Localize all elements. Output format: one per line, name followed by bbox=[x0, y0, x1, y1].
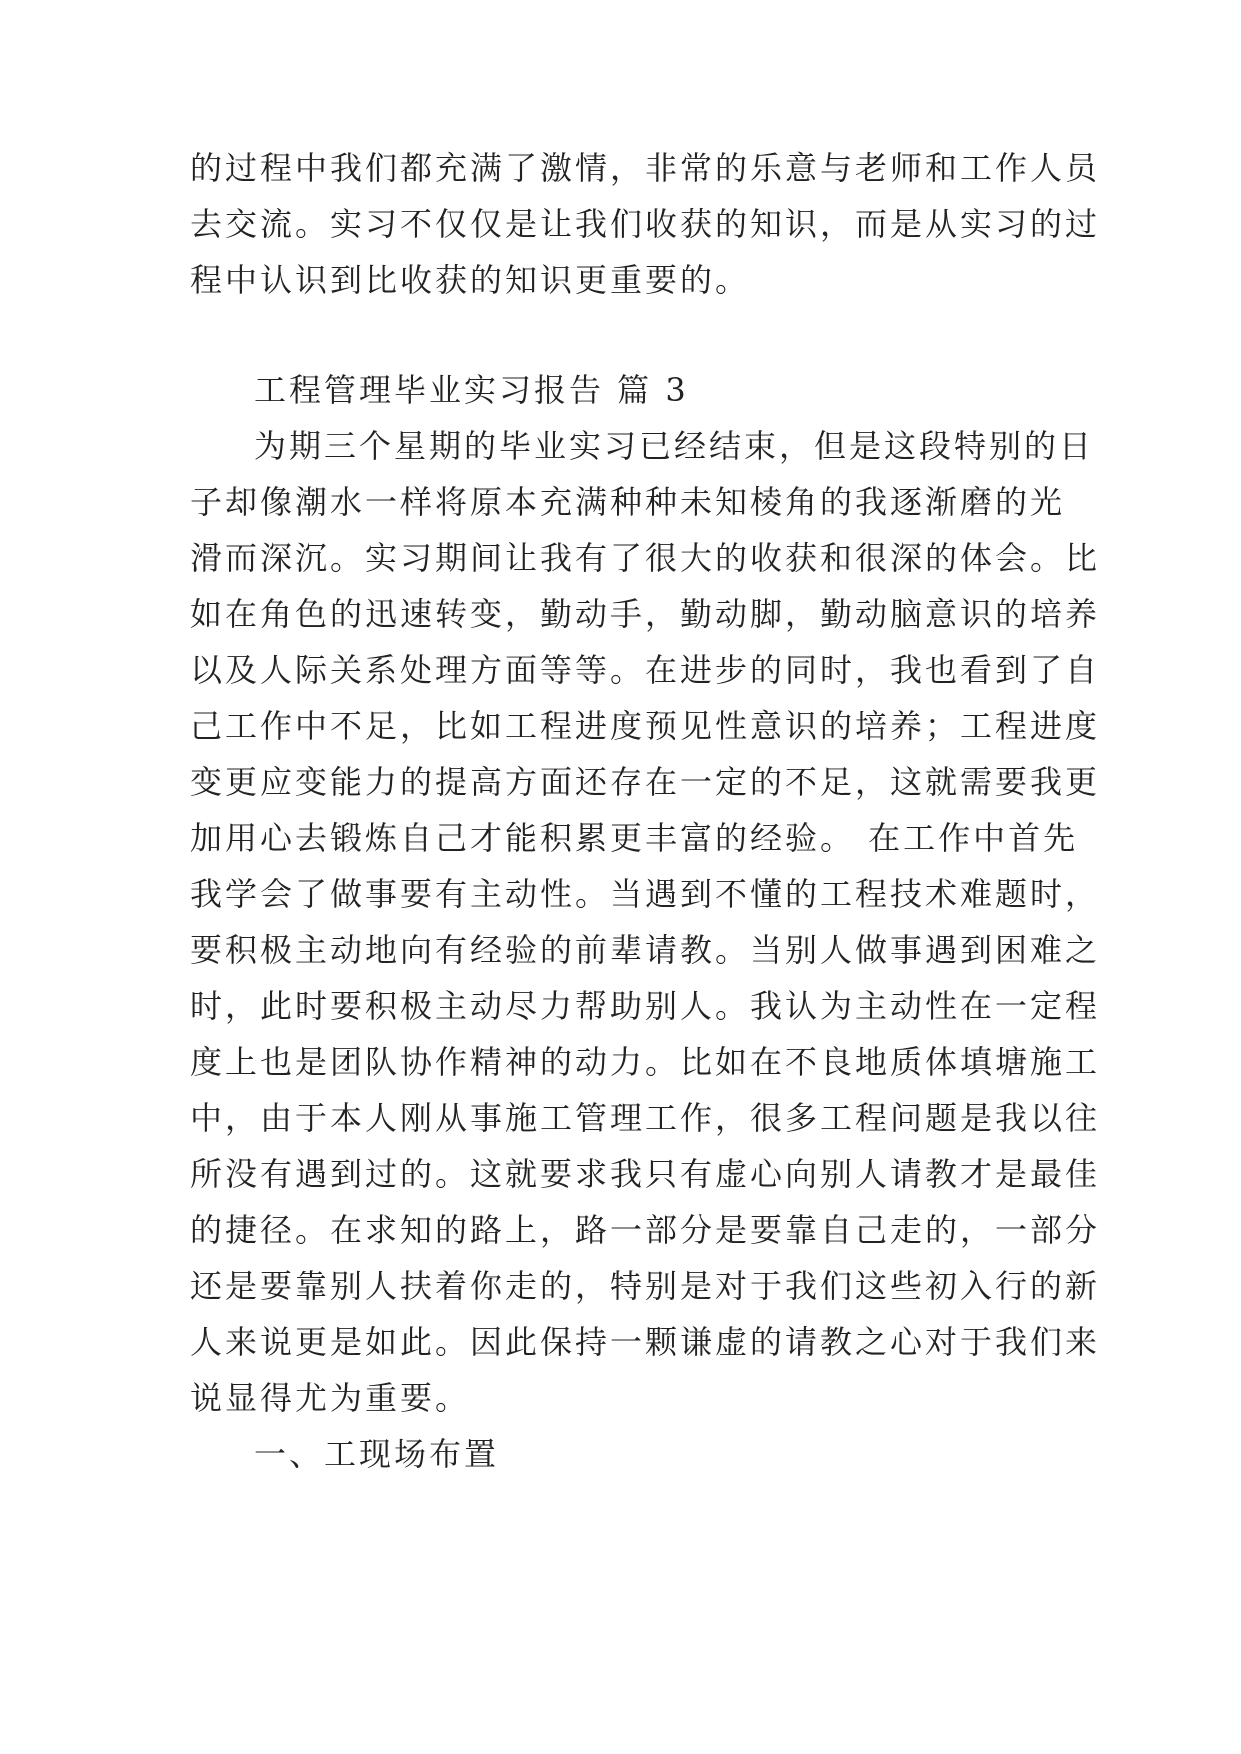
paragraph-line: 还是要靠别人扶着你走的，特别是对于我们这些初入行的新 bbox=[190, 1267, 1101, 1305]
paragraph-line: 的捷径。在求知的路上，路一部分是要靠自己走的，一部分 bbox=[190, 1211, 1101, 1249]
paragraph-line: 中，由于本人刚从事施工管理工作，很多工程问题是我以往 bbox=[190, 1099, 1101, 1137]
paragraph-line: 人来说更是如此。因此保持一颗谦虚的请教之心对于我们来 bbox=[190, 1323, 1101, 1361]
paragraph-line: 变更应变能力的提高方面还存在一定的不足，这就需要我更 bbox=[190, 763, 1101, 801]
paragraph-line: 己工作中不足，比如工程进度预见性意识的培养；工程进度 bbox=[190, 707, 1101, 745]
paragraph-line: 程中认识到比收获的知识更重要的。 bbox=[190, 261, 751, 299]
section-heading: 工程管理毕业实习报告 篇 3 bbox=[254, 371, 689, 409]
paragraph-line: 以及人际关系处理方面等等。在进步的同时，我也看到了自 bbox=[190, 651, 1101, 689]
paragraph-line: 说显得尤为重要。 bbox=[190, 1379, 471, 1417]
paragraph-line: 子却像潮水一样将原本充满种种未知棱角的我逐渐磨的光 bbox=[190, 483, 1066, 521]
paragraph-line: 去交流。实习不仅仅是让我们收获的知识，而是从实习的过 bbox=[190, 205, 1101, 243]
paragraph-line: 为期三个星期的毕业实习已经结束，但是这段特别的日 bbox=[254, 427, 1095, 465]
paragraph-line: 的过程中我们都充满了激情，非常的乐意与老师和工作人员 bbox=[190, 149, 1101, 187]
paragraph-line: 时，此时要积极主动尽力帮助别人。我认为主动性在一定程 bbox=[190, 987, 1101, 1025]
paragraph-line: 所没有遇到过的。这就要求我只有虚心向别人请教才是最佳 bbox=[190, 1155, 1101, 1193]
paragraph-line: 如在角色的迅速转变，勤动手，勤动脚，勤动脑意识的培养 bbox=[190, 595, 1101, 633]
paragraph-line: 要积极主动地向有经验的前辈请教。当别人做事遇到困难之 bbox=[190, 931, 1101, 969]
paragraph-line: 我学会了做事要有主动性。当遇到不懂的工程技术难题时， bbox=[190, 875, 1101, 913]
paragraph-line: 滑而深沉。实习期间让我有了很大的收获和很深的体会。比 bbox=[190, 539, 1101, 577]
paragraph-line: 度上也是团队协作精神的动力。比如在不良地质体填塘施工 bbox=[190, 1043, 1101, 1081]
paragraph-line: 加用心去锻炼自己才能积累更丰富的经验。 在工作中首先 bbox=[190, 819, 1079, 857]
subheading: 一、工现场布置 bbox=[254, 1435, 500, 1473]
